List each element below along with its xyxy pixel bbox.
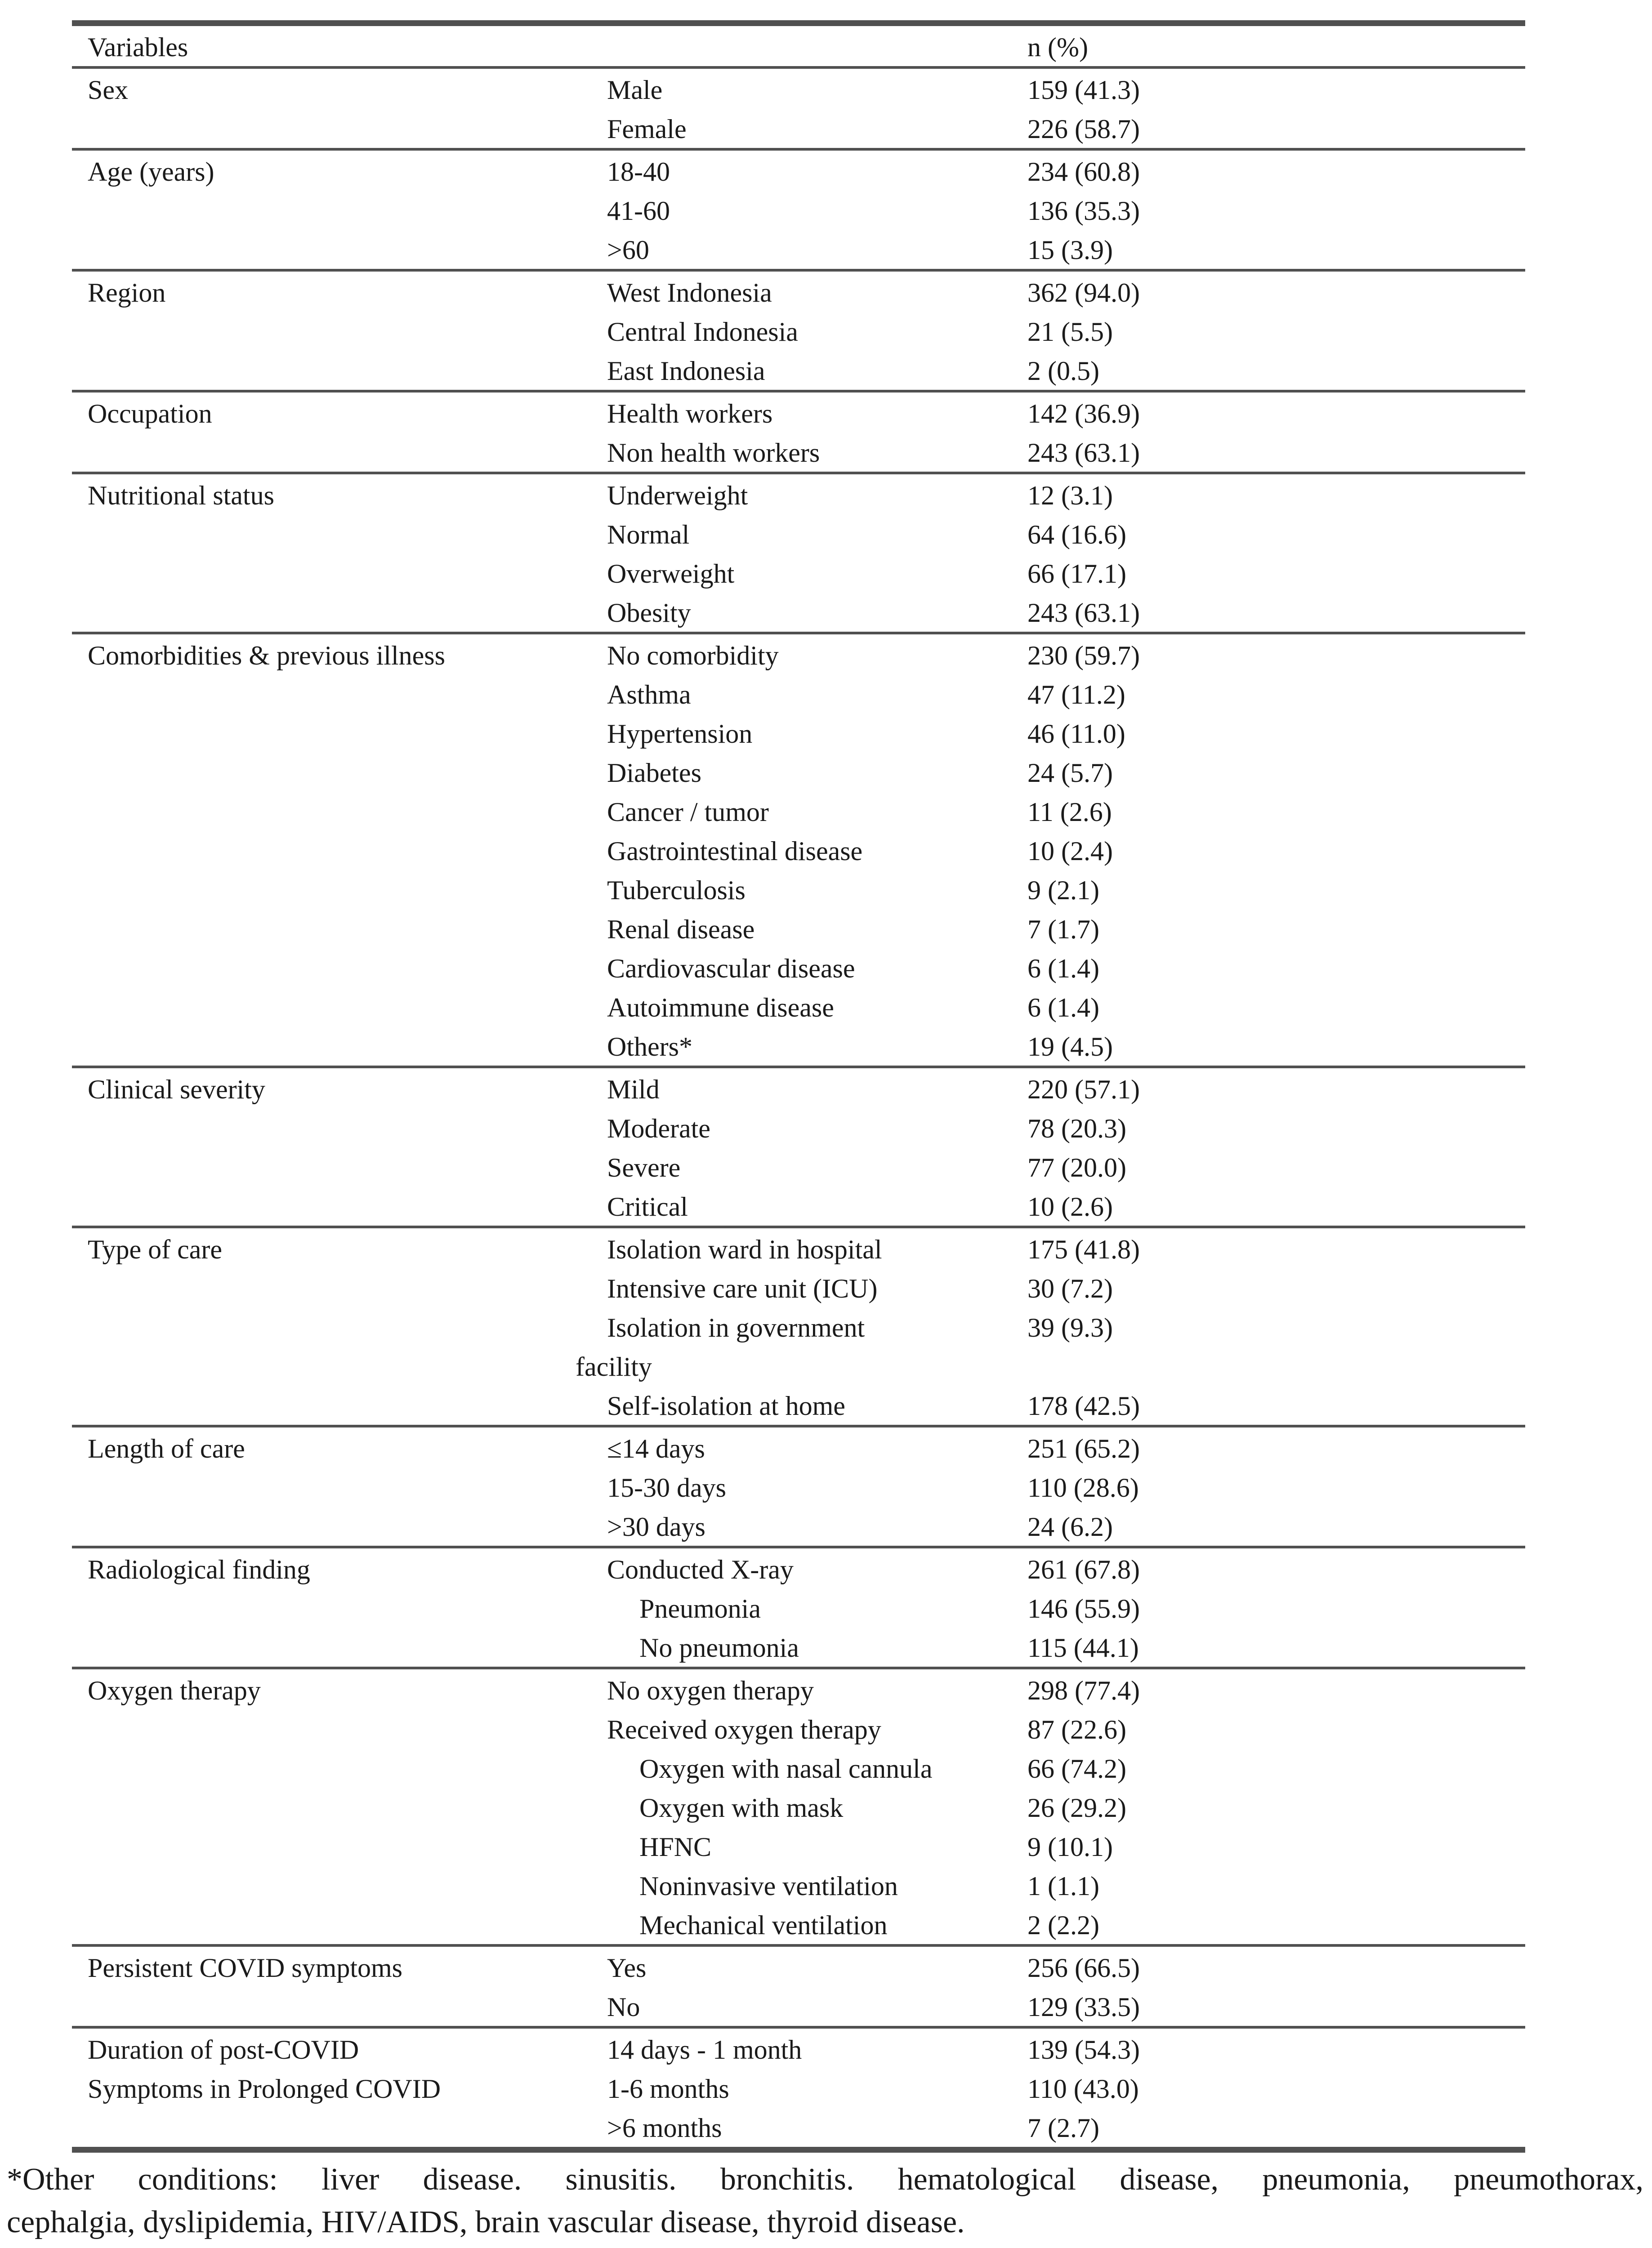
group-divider-rule [72,1226,1525,1228]
row-value: 139 (54.3) [1027,2035,1140,2065]
row-value: 6 (1.4) [1027,993,1099,1022]
group-label: Oxygen therapy [88,1676,261,1705]
row-value: 64 (16.6) [1027,520,1126,549]
row-value: 10 (2.4) [1027,836,1113,866]
row-value: 115 (44.1) [1027,1633,1139,1663]
group-divider-rule [72,1667,1525,1669]
row-value: 21 (5.5) [1027,317,1113,347]
row-value: 2 (0.5) [1027,356,1099,386]
row-value: 1 (1.1) [1027,1871,1099,1901]
row-label: No comorbidity [607,641,779,670]
row-value: 19 (4.5) [1027,1032,1113,1062]
group-divider-rule [72,390,1525,393]
group-label: Length of care [88,1434,245,1463]
row-label: Obesity [607,598,691,628]
row-label: Renal disease [607,914,755,944]
row-label: Moderate [607,1114,710,1143]
row-value: 159 (41.3) [1027,75,1140,105]
row-value: 362 (94.0) [1027,278,1140,308]
row-value: 26 (29.2) [1027,1793,1126,1823]
table-bottom-rule [72,2147,1525,2153]
row-label: HFNC [639,1832,712,1862]
row-value: 9 (2.1) [1027,875,1099,905]
group-label: Comorbidities & previous illness [88,641,445,670]
row-label: Central Indonesia [607,317,798,347]
row-value: 178 (42.5) [1027,1391,1140,1421]
row-label: No oxygen therapy [607,1676,814,1705]
row-label: Received oxygen therapy [607,1715,881,1744]
row-label: Hypertension [607,719,753,749]
group-label: Duration of post-COVID [88,2035,359,2065]
row-value: 136 (35.3) [1027,196,1140,226]
row-label: Self-isolation at home [607,1391,845,1421]
row-label: Female [607,114,687,144]
row-label: Yes [607,1953,647,1983]
row-label: Mild [607,1075,660,1104]
row-label: Others* [607,1032,692,1062]
row-value: 243 (63.1) [1027,598,1140,628]
row-label: Diabetes [607,758,701,788]
group-divider-rule [72,472,1525,474]
row-label: Oxygen with mask [639,1793,844,1823]
row-value: 110 (43.0) [1027,2074,1139,2104]
group-divider-rule [72,2026,1525,2029]
header-rule [72,66,1525,69]
row-label: Gastrointestinal disease [607,836,863,866]
row-value: 142 (36.9) [1027,399,1140,428]
row-value: 146 (55.9) [1027,1594,1140,1624]
row-value: 24 (5.7) [1027,758,1113,788]
row-value: 243 (63.1) [1027,438,1140,468]
group-label: Type of care [88,1235,222,1264]
row-value: 24 (6.2) [1027,1512,1113,1542]
row-label: Pneumonia [639,1594,761,1624]
row-label: >30 days [607,1512,705,1542]
row-value: 15 (3.9) [1027,235,1113,265]
group-label: Region [88,278,166,308]
row-value: 46 (11.0) [1027,719,1125,749]
group-divider-rule [72,1546,1525,1548]
row-label: Critical [607,1192,688,1222]
group-divider-rule [72,269,1525,272]
row-label: Autoimmune disease [607,993,834,1022]
row-label: Intensive care unit (ICU) [607,1274,878,1303]
row-label: Isolation ward in hospital [607,1235,882,1264]
row-label: Asthma [607,680,691,709]
group-label-continued: Symptoms in Prolonged COVID [88,2074,441,2104]
row-label: Severe [607,1153,681,1182]
row-label: Conducted X-ray [607,1555,794,1584]
row-label: Isolation in government [607,1313,865,1343]
row-value: 234 (60.8) [1027,157,1140,187]
row-value: 175 (41.8) [1027,1235,1140,1264]
row-value: 226 (58.7) [1027,114,1140,144]
row-value: 9 (10.1) [1027,1832,1113,1862]
row-label: Noninvasive ventilation [639,1871,898,1901]
row-label: Oxygen with nasal cannula [639,1754,933,1784]
row-label: Cancer / tumor [607,797,769,827]
row-label: West Indonesia [607,278,772,308]
row-value: 66 (74.2) [1027,1754,1126,1784]
row-label: 18-40 [607,157,670,187]
row-label: Cardiovascular disease [607,954,855,983]
row-value: 220 (57.1) [1027,1075,1140,1104]
row-value: 261 (67.8) [1027,1555,1140,1584]
row-label: Male [607,75,663,105]
row-value: 30 (7.2) [1027,1274,1113,1303]
row-value: 87 (22.6) [1027,1715,1126,1744]
row-value: 256 (66.5) [1027,1953,1140,1983]
row-value: 77 (20.0) [1027,1153,1126,1182]
row-value: 298 (77.4) [1027,1676,1140,1705]
header-variables: Variables [88,32,188,62]
group-divider-rule [72,1425,1525,1427]
row-value: 12 (3.1) [1027,481,1113,510]
row-label: ≤14 days [607,1434,705,1463]
table-top-rule [72,20,1525,26]
group-label: Radiological finding [88,1555,310,1584]
row-value: 7 (1.7) [1027,914,1099,944]
row-value: 66 (17.1) [1027,559,1126,589]
row-value: 47 (11.2) [1027,680,1125,709]
row-value: 129 (33.5) [1027,1992,1140,2022]
group-divider-rule [72,148,1525,151]
row-label: 1-6 months [607,2074,729,2104]
row-label: Overweight [607,559,735,589]
group-label: Occupation [88,399,212,428]
row-value: 11 (2.6) [1027,797,1112,827]
header-n-percent: n (%) [1027,32,1088,62]
row-value: 251 (65.2) [1027,1434,1140,1463]
row-label: >6 months [607,2113,722,2143]
row-label: facility [576,1352,652,1382]
row-value: 230 (59.7) [1027,641,1140,670]
row-value: 2 (2.2) [1027,1910,1099,1940]
row-label: East Indonesia [607,356,765,386]
row-label: >60 [607,235,649,265]
group-divider-rule [72,1066,1525,1068]
row-value: 10 (2.6) [1027,1192,1113,1222]
row-value: 78 (20.3) [1027,1114,1126,1143]
row-label: Normal [607,520,690,549]
row-value: 6 (1.4) [1027,954,1099,983]
footnote-other-conditions-continued: cephalgia, dyslipidemia, HIV/AIDS, brain vascular disease, thyroid disease. [7,2205,965,2239]
row-label: 15-30 days [607,1473,726,1503]
row-label: Health workers [607,399,773,428]
group-label: Sex [88,75,128,105]
row-label: 14 days - 1 month [607,2035,802,2065]
row-label: Tuberculosis [607,875,746,905]
group-divider-rule [72,1944,1525,1947]
row-label: Non health workers [607,438,820,468]
row-label: Mechanical ventilation [639,1910,888,1940]
row-label: 41-60 [607,196,670,226]
row-label: No [607,1992,640,2022]
footnote-abbreviations [7,2245,763,2248]
group-label: Persistent COVID symptoms [88,1953,403,1983]
row-label: Underweight [607,481,748,510]
footnote-other-conditions: *Other conditions: liver disease. sinusitis. bronchitis. hematological disease, pneumonia, pneumothorax, [7,2162,1643,2197]
row-label: No pneumonia [639,1633,799,1663]
row-value: 39 (9.3) [1027,1313,1113,1343]
row-value: 7 (2.7) [1027,2113,1099,2143]
row-value: 110 (28.6) [1027,1473,1139,1503]
group-label: Nutritional status [88,481,274,510]
group-label: Age (years) [88,157,214,187]
group-divider-rule [72,632,1525,634]
group-label: Clinical severity [88,1075,265,1104]
